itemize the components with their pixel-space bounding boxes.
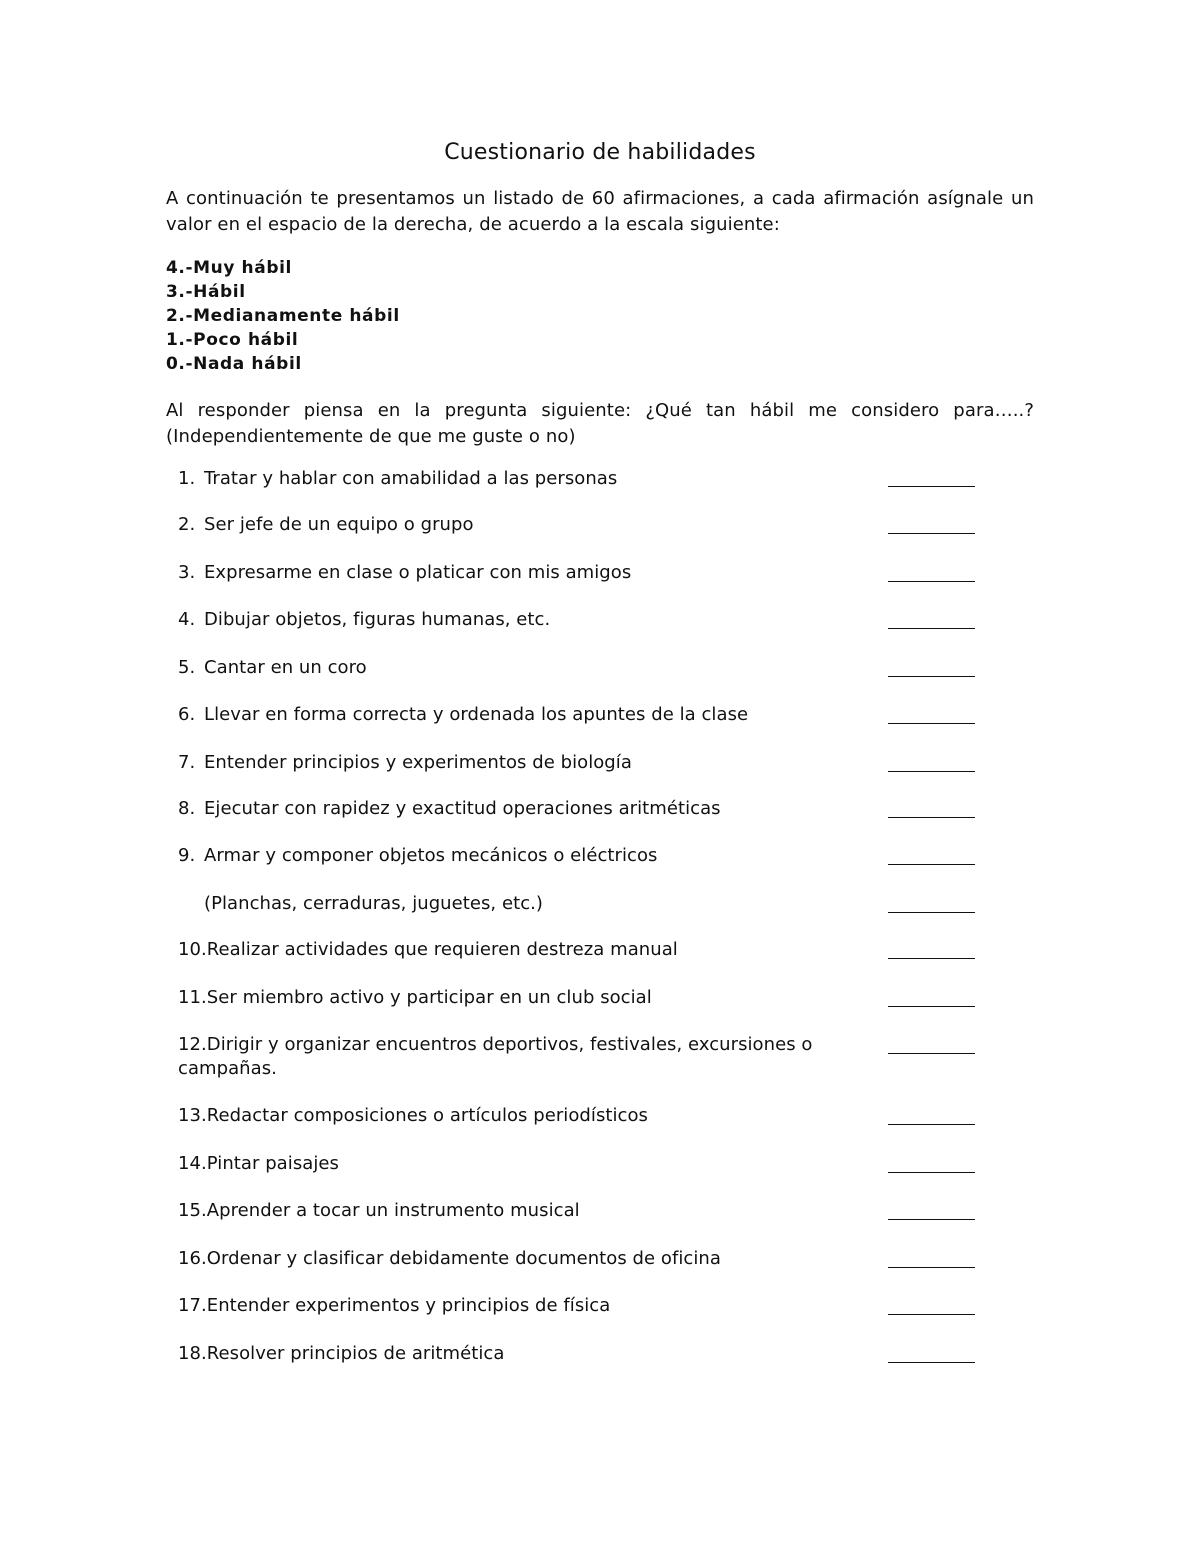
rating-scale <box>166 256 400 376</box>
list-item <box>178 703 838 727</box>
list-item <box>178 1152 838 1176</box>
item-number: 18. <box>178 1343 207 1364</box>
answer-blank[interactable] <box>888 912 975 913</box>
item-text: Tratar y hablar con amabilidad a las personas <box>204 468 618 489</box>
list-item <box>178 608 838 632</box>
answer-blank[interactable] <box>888 1172 975 1173</box>
list-item <box>178 656 838 680</box>
list-item <box>178 938 838 962</box>
item-text: (Planchas, cerraduras, juguetes, etc.) <box>204 893 543 914</box>
item-number: 12. <box>178 1034 207 1055</box>
item-number: 16. <box>178 1248 207 1269</box>
answer-blank[interactable] <box>888 1124 975 1125</box>
answer-blank[interactable] <box>888 581 975 582</box>
scale-item: 1.-Poco hábil <box>166 330 299 350</box>
item-text: Aprender a tocar un instrumento musical <box>206 1200 580 1221</box>
scale-item: 3.-Hábil <box>166 282 246 302</box>
answer-blank[interactable] <box>888 864 975 865</box>
list-item <box>178 1342 838 1366</box>
item-text: Realizar actividades que requieren destreza manual <box>206 939 678 960</box>
item-text: Expresarme en clase o platicar con mis amigos <box>204 562 632 583</box>
scale-item: 2.-Medianamente hábil <box>166 306 400 326</box>
item-number: 15. <box>178 1200 207 1221</box>
item-number: 6. <box>178 704 196 725</box>
scale-item: 0.-Nada hábil <box>166 354 302 374</box>
list-item <box>178 513 838 537</box>
answer-blank[interactable] <box>888 628 975 629</box>
item-text: Dirigir y organizar encuentros deportivos, festivales, excursiones o campañas. <box>178 1034 813 1079</box>
item-number: 4. <box>178 609 196 630</box>
list-item <box>178 797 838 821</box>
item-text: Redactar composiciones o artículos periodísticos <box>206 1105 648 1126</box>
list-item <box>178 892 838 916</box>
answer-blank[interactable] <box>888 676 975 677</box>
item-number: 5. <box>178 657 196 678</box>
item-number: 2. <box>178 514 196 535</box>
item-text: Resolver principios de aritmética <box>206 1343 505 1364</box>
item-text: Ser miembro activo y participar en un club social <box>206 987 652 1008</box>
item-text: Ser jefe de un equipo o grupo <box>204 514 474 535</box>
list-item <box>178 1033 838 1081</box>
answer-blank[interactable] <box>888 771 975 772</box>
item-number: 10. <box>178 939 207 960</box>
item-text: Llevar en forma correcta y ordenada los apuntes de la clase <box>204 704 749 725</box>
answer-blank[interactable] <box>888 1219 975 1220</box>
list-item <box>178 1104 838 1128</box>
item-number: 8. <box>178 798 196 819</box>
answer-blank[interactable] <box>888 1006 975 1007</box>
list-item <box>178 986 838 1010</box>
list-item <box>178 561 838 585</box>
answer-blank[interactable] <box>888 723 975 724</box>
answer-blank[interactable] <box>888 1053 975 1054</box>
item-number: 17. <box>178 1295 207 1316</box>
answer-blank[interactable] <box>888 486 975 487</box>
scale-item: 4.-Muy hábil <box>166 258 292 278</box>
item-text: Ejecutar con rapidez y exactitud operaciones aritméticas <box>204 798 721 819</box>
answer-blank[interactable] <box>888 533 975 534</box>
list-item <box>178 751 838 775</box>
item-text: Entender principios y experimentos de biología <box>204 752 632 773</box>
item-number: 11. <box>178 987 207 1008</box>
list-item <box>178 467 838 491</box>
item-number: 3. <box>178 562 196 583</box>
instruction-paragraph: Al responder piensa en la pregunta siguiente: ¿Qué tan hábil me considero para…..? (Independientemente de que me guste o no) <box>166 400 1034 447</box>
item-number: 1. <box>178 468 196 489</box>
item-text: Cantar en un coro <box>204 657 367 678</box>
answer-blank[interactable] <box>888 1267 975 1268</box>
intro-paragraph: A continuación te presentamos un listado de 60 afirmaciones, a cada afirmación asígnale un valor en el espacio de la derecha, de acuerdo a la escala siguiente: <box>166 188 1034 235</box>
list-item <box>178 1247 838 1271</box>
answer-blank[interactable] <box>888 817 975 818</box>
item-number: 14. <box>178 1153 207 1174</box>
list-item <box>178 1199 838 1223</box>
answer-blank[interactable] <box>888 1362 975 1363</box>
item-text: Dibujar objetos, figuras humanas, etc. <box>204 609 551 630</box>
item-text: Pintar paisajes <box>206 1153 339 1174</box>
item-text: Armar y componer objetos mecánicos o eléctricos <box>204 845 658 866</box>
answer-blank[interactable] <box>888 1314 975 1315</box>
item-text: Ordenar y clasificar debidamente documentos de oficina <box>206 1248 721 1269</box>
item-text: Entender experimentos y principios de física <box>206 1295 611 1316</box>
answer-blank[interactable] <box>888 958 975 959</box>
page-title: Cuestionario de habilidades <box>444 140 756 165</box>
item-number: 9. <box>178 845 196 866</box>
list-item <box>178 1294 838 1318</box>
list-item <box>178 844 838 868</box>
item-number: 13. <box>178 1105 207 1126</box>
item-number: 7. <box>178 752 196 773</box>
